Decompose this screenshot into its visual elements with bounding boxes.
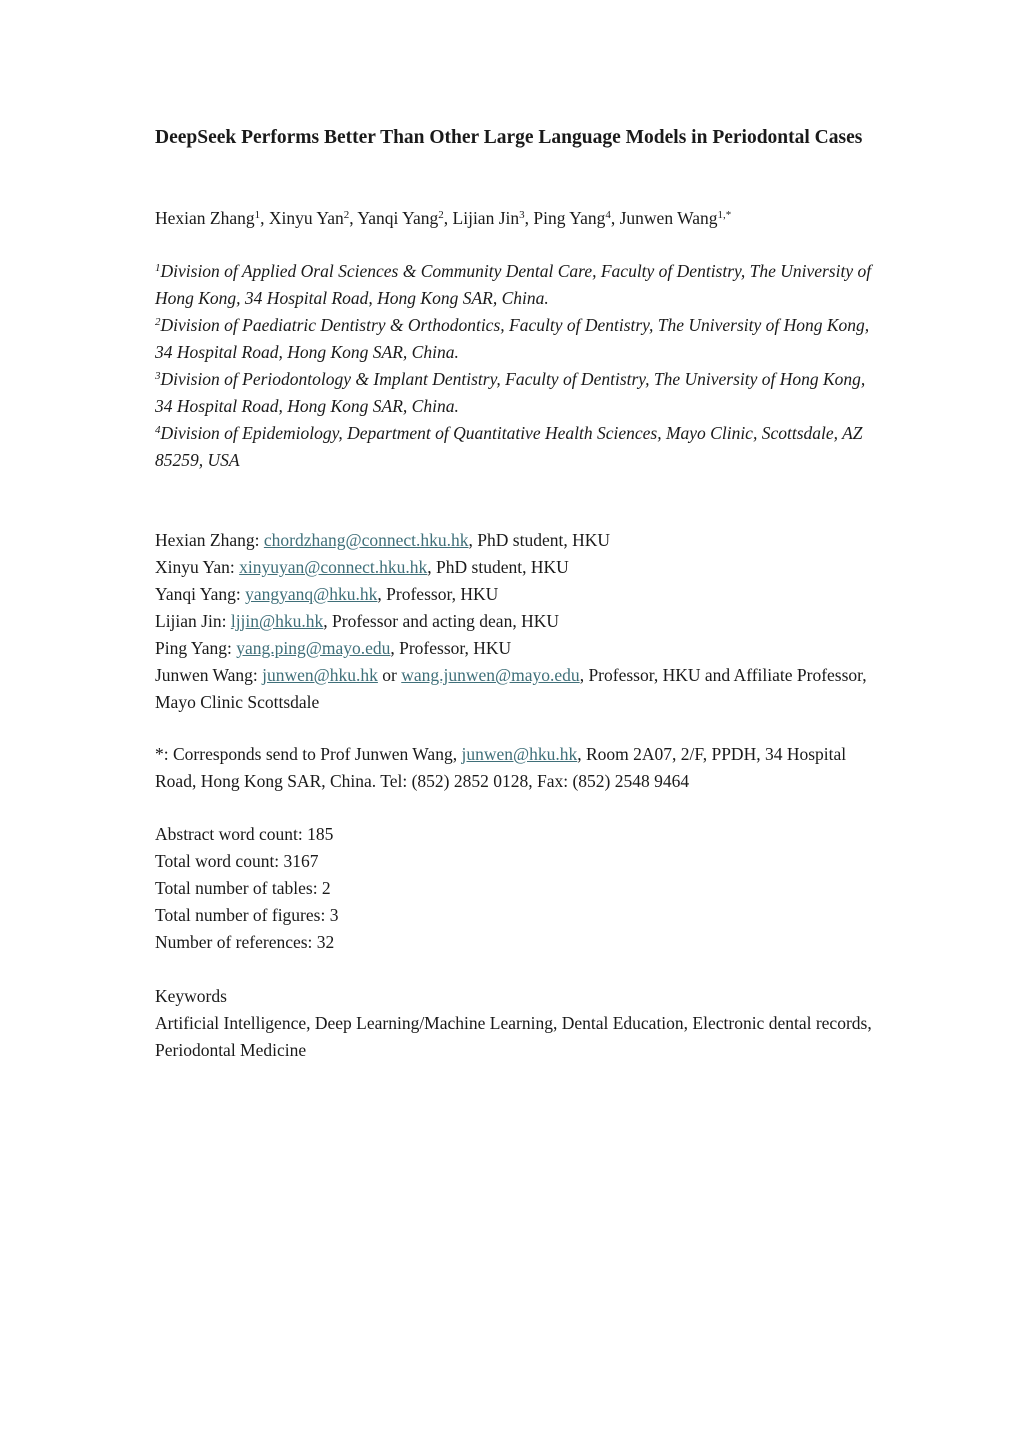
author-affiliation-marker: 2	[343, 209, 350, 221]
affiliation: $^2$Division of Paediatric Dentistry & Orthodontics, Faculty of Dentistry, The University of Hong Kong, 34 Hospital Road, Hong Kong SAR, China.	[155, 315, 870, 362]
author-affiliation-marker: 4	[605, 209, 611, 221]
email-link[interactable]: yang.ping@mayo.edu	[236, 638, 391, 658]
contact-line: Lijian Jin: ljjin@hku.hk, Professor and acting dean, HKU	[155, 611, 559, 631]
keywords-heading: Keywords	[155, 986, 227, 1006]
contact-line: Junwen Wang: junwen@hku.hk or wang.junwen@mayo.edu, Professor, HKU and Affiliate Professor, Mayo Clinic Scottsdale	[155, 665, 867, 712]
author: Xinyu Yan$^2$,	[268, 208, 358, 228]
email-link[interactable]: junwen@hku.hk	[262, 665, 378, 685]
author: Junwen Wang$^{1,*}$	[619, 208, 732, 228]
email-link[interactable]: xinyuyan@connect.hku.hk	[239, 557, 428, 577]
author-affiliation-marker: 3	[519, 209, 525, 221]
contact-line: Yanqi Yang: yangyanq@hku.hk, Professor, HKU	[155, 584, 499, 604]
contact-line: Ping Yang: yang.ping@mayo.edu, Professor, HKU	[155, 638, 512, 658]
email-link[interactable]: chordzhang@connect.hku.hk	[263, 530, 469, 550]
correspondence: *: Corresponds send to Prof Junwen Wang, junwen@hku.hk, Room 2A07, 2/F, PPDH, 34 Hospital Road, Hong Kong SAR, China. Tel: (852) 2852 0128, Fax: (852) 2548 9464	[155, 744, 847, 791]
email-link[interactable]: wang.junwen@mayo.edu	[401, 665, 580, 685]
email-link[interactable]: junwen@hku.hk	[461, 744, 578, 764]
author-affiliation-marker: 1,*	[717, 209, 732, 221]
affiliation: $^1$Division of Applied Oral Sciences & Community Dental Care, Faculty of Dentistry, The University of Hong Kong, 34 Hospital Road, Hong Kong SAR, China.	[155, 261, 872, 308]
author: Hexian Zhang$^1$,	[155, 208, 269, 228]
count-line: Abstract word count: 185	[155, 824, 334, 844]
author: Ping Yang$^4$,	[533, 208, 620, 228]
author-affiliation-marker: 2	[438, 209, 444, 221]
author: Lijian Jin$^3$,	[452, 208, 534, 228]
contact-line: Hexian Zhang: chordzhang@connect.hku.hk, PhD student, HKU	[155, 530, 610, 550]
paper-title: DeepSeek Performs Better Than Other Large Language Models in Periodontal Cases	[155, 127, 863, 148]
affiliations	[155, 258, 875, 474]
keywords	[155, 983, 875, 1064]
author: Yanqi Yang$^2$,	[357, 208, 453, 228]
affiliation: $^4$Division of Epidemiology, Department of Quantitative Health Sciences, Mayo Clinic, Scottsdale, AZ 85259, USA	[155, 423, 863, 470]
author-affiliation-marker: 1	[254, 209, 261, 221]
keywords-text: Artificial Intelligence, Deep Learning/Machine Learning, Dental Education, Electronic dental records, Periodontal Medicine	[155, 1013, 872, 1060]
author-contacts	[155, 527, 885, 716]
count-line: Total number of figures: 3	[155, 905, 339, 925]
affiliation: $^3$Division of Periodontology & Implant Dentistry, Faculty of Dentistry, The University of Hong Kong, 34 Hospital Road, Hong Kong SAR, China.	[155, 369, 866, 416]
count-line: Number of references: 32	[155, 932, 335, 952]
email-link[interactable]: ljjin@hku.hk	[230, 611, 324, 631]
email-link[interactable]: yangyanq@hku.hk	[245, 584, 378, 604]
count-line: Total number of tables: 2	[155, 878, 331, 898]
manuscript-counts	[155, 821, 338, 956]
contact-line: Xinyu Yan: xinyuyan@connect.hku.hk, PhD student, HKU	[155, 557, 569, 577]
author-list	[155, 205, 731, 232]
count-line: Total word count: 3167	[155, 851, 319, 871]
